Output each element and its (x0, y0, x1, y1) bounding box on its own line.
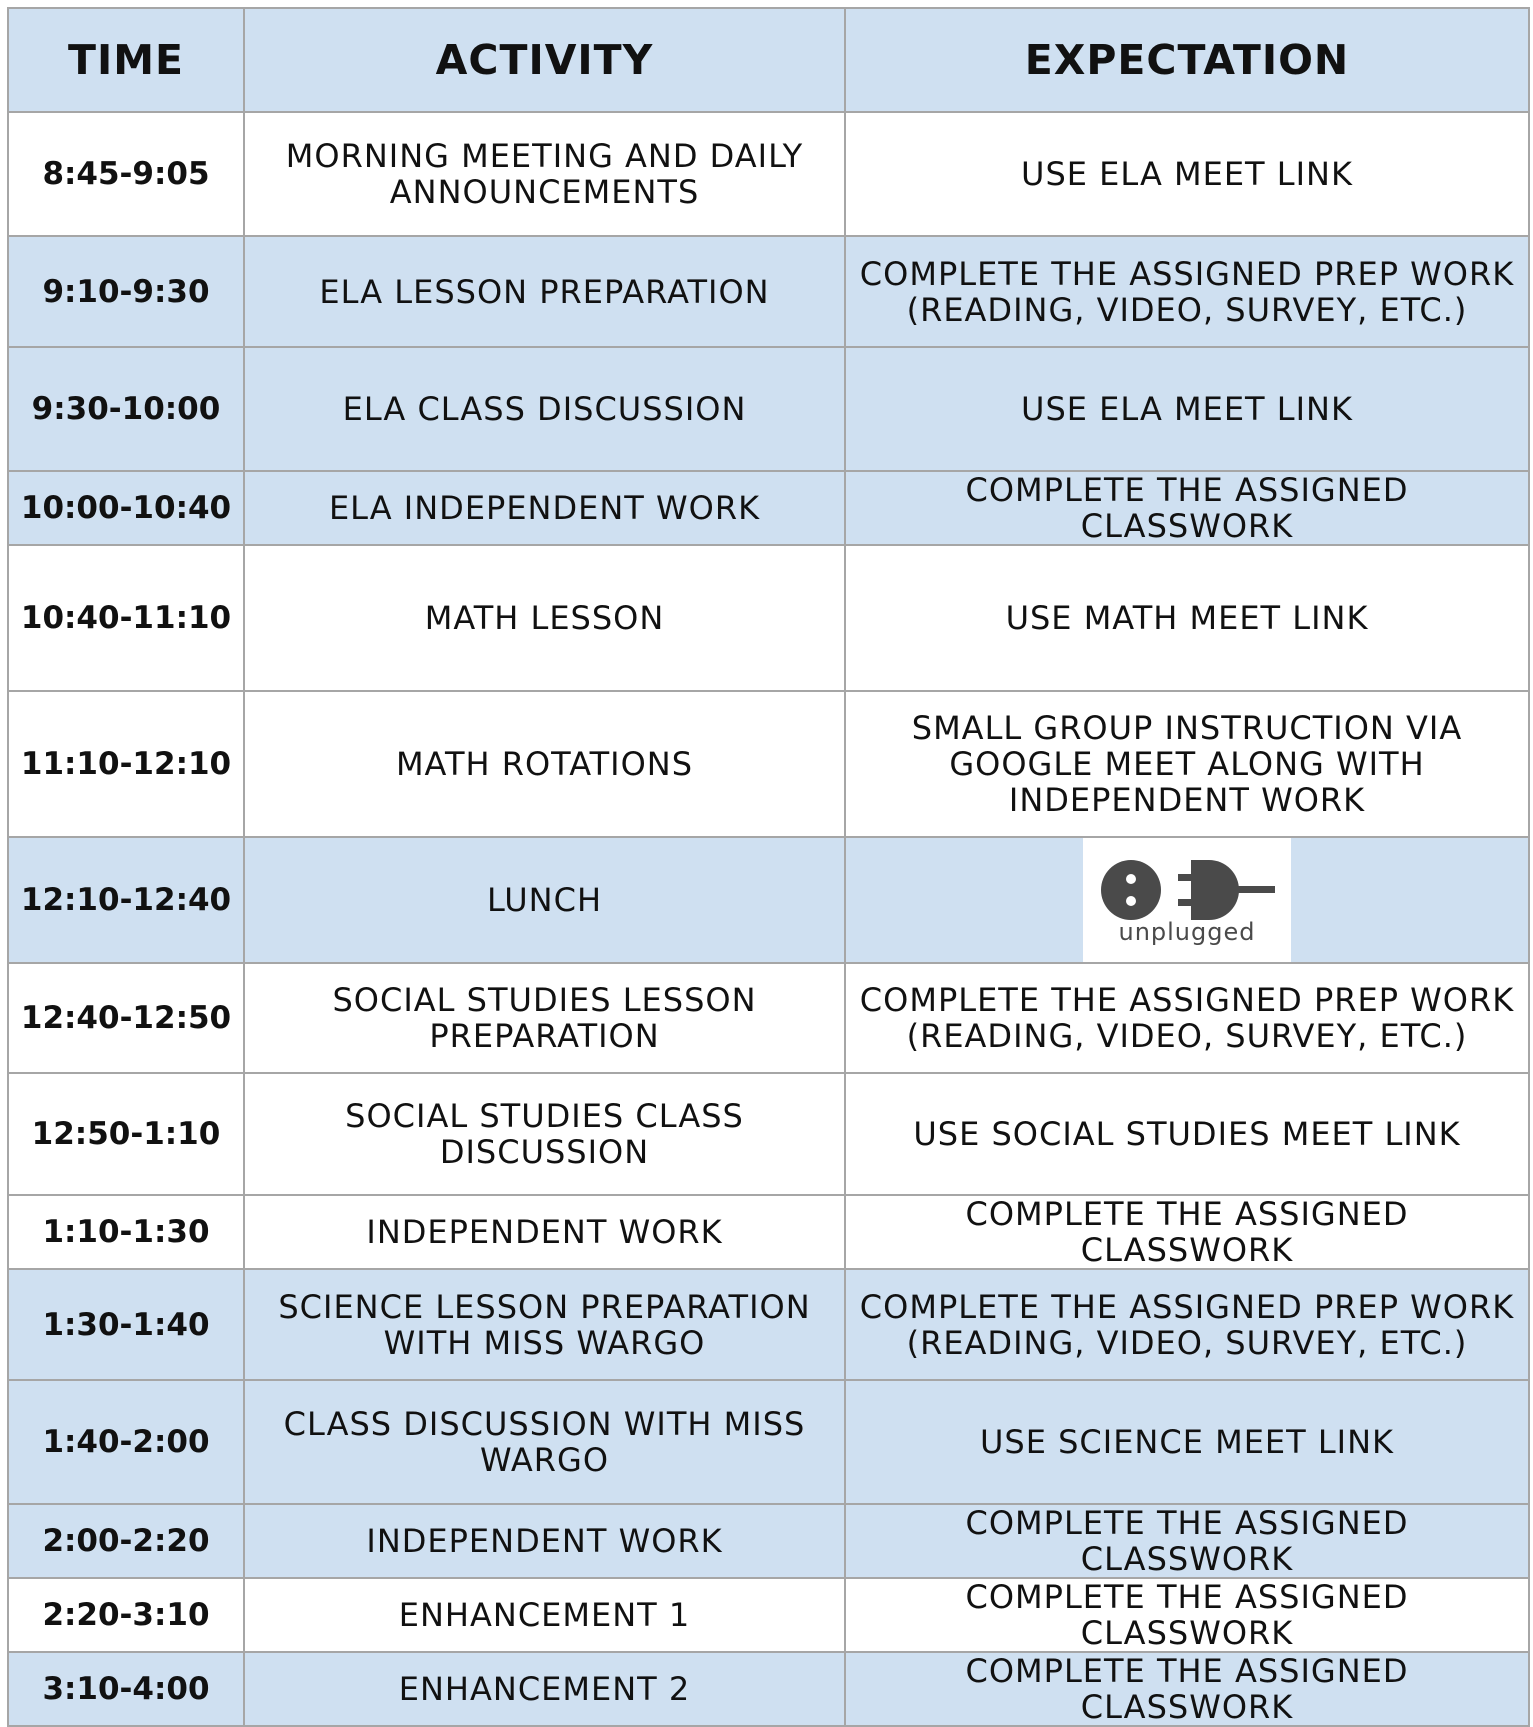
row-activity: ELA LESSON PREPARATION (244, 236, 845, 347)
row-time: 9:10-9:30 (8, 236, 244, 347)
table-row (8, 1578, 1529, 1652)
table-row (8, 1652, 1529, 1726)
table-row (8, 347, 1529, 471)
row-activity: ELA INDEPENDENT WORK (244, 471, 845, 545)
unplugged-plug-icon (1083, 838, 1291, 962)
header-time: TIME (8, 8, 244, 112)
row-time: 1:30-1:40 (8, 1269, 244, 1380)
header-expectation: EXPECTATION (845, 8, 1529, 112)
row-time: 11:10-12:10 (8, 691, 244, 837)
row-time: 1:40-2:00 (8, 1380, 244, 1504)
row-expectation: USE SOCIAL STUDIES MEET LINK (845, 1073, 1529, 1195)
row-time: 10:40-11:10 (8, 545, 244, 691)
table-row (8, 963, 1529, 1073)
row-time: 12:50-1:10 (8, 1073, 244, 1195)
row-activity: MATH LESSON (244, 545, 845, 691)
table-row (8, 1380, 1529, 1504)
row-activity: MATH ROTATIONS (244, 691, 845, 837)
row-expectation: COMPLETE THE ASSIGNED PREP WORK (READING, VIDEO, SURVEY, ETC.) (845, 236, 1529, 347)
row-time: 2:20-3:10 (8, 1578, 244, 1652)
table-row (8, 471, 1529, 545)
row-time: 1:10-1:30 (8, 1195, 244, 1269)
row-activity: INDEPENDENT WORK (244, 1195, 845, 1269)
row-expectation: USE ELA MEET LINK (845, 347, 1529, 471)
unplugged-label: unplugged (1118, 918, 1256, 946)
row-expectation: COMPLETE THE ASSIGNED CLASSWORK (845, 1578, 1529, 1652)
row-expectation: SMALL GROUP INSTRUCTION VIA GOOGLE MEET ALONG WITH INDEPENDENT WORK (845, 691, 1529, 837)
header-row (8, 8, 1529, 112)
row-time: 9:30-10:00 (8, 347, 244, 471)
table-row (8, 1195, 1529, 1269)
table-row (8, 1073, 1529, 1195)
row-time: 12:10-12:40 (8, 837, 244, 963)
row-activity: ENHANCEMENT 2 (244, 1652, 845, 1726)
row-expectation (845, 837, 1529, 963)
table-row (8, 236, 1529, 347)
row-time: 12:40-12:50 (8, 963, 244, 1073)
row-activity: ENHANCEMENT 1 (244, 1578, 845, 1652)
row-expectation: COMPLETE THE ASSIGNED CLASSWORK (845, 1195, 1529, 1269)
row-time: 8:45-9:05 (8, 112, 244, 236)
row-time: 3:10-4:00 (8, 1652, 244, 1726)
row-expectation: USE SCIENCE MEET LINK (845, 1380, 1529, 1504)
table-row (8, 112, 1529, 236)
table-row (8, 691, 1529, 837)
row-time: 2:00-2:20 (8, 1504, 244, 1578)
row-activity: LUNCH (244, 837, 845, 963)
table-row (8, 545, 1529, 691)
row-expectation: COMPLETE THE ASSIGNED PREP WORK (READING, VIDEO, SURVEY, ETC.) (845, 963, 1529, 1073)
row-activity: INDEPENDENT WORK (244, 1504, 845, 1578)
row-expectation: COMPLETE THE ASSIGNED CLASSWORK (845, 471, 1529, 545)
row-activity: CLASS DISCUSSION WITH MISS WARGO (244, 1380, 845, 1504)
table-row (8, 837, 1529, 963)
row-activity: SCIENCE LESSON PREPARATION WITH MISS WARGO (244, 1269, 845, 1380)
row-expectation: COMPLETE THE ASSIGNED CLASSWORK (845, 1652, 1529, 1726)
row-time: 10:00-10:40 (8, 471, 244, 545)
row-activity: MORNING MEETING AND DAILY ANNOUNCEMENTS (244, 112, 845, 236)
row-expectation: USE ELA MEET LINK (845, 112, 1529, 236)
table-row (8, 1269, 1529, 1380)
row-expectation: COMPLETE THE ASSIGNED PREP WORK (READING, VIDEO, SURVEY, ETC.) (845, 1269, 1529, 1380)
row-activity: SOCIAL STUDIES CLASS DISCUSSION (244, 1073, 845, 1195)
row-activity: ELA CLASS DISCUSSION (244, 347, 845, 471)
row-expectation: USE MATH MEET LINK (845, 545, 1529, 691)
schedule-table (7, 7, 1530, 1727)
table-row (8, 1504, 1529, 1578)
header-activity: ACTIVITY (244, 8, 845, 112)
row-expectation: COMPLETE THE ASSIGNED CLASSWORK (845, 1504, 1529, 1578)
row-activity: SOCIAL STUDIES LESSON PREPARATION (244, 963, 845, 1073)
